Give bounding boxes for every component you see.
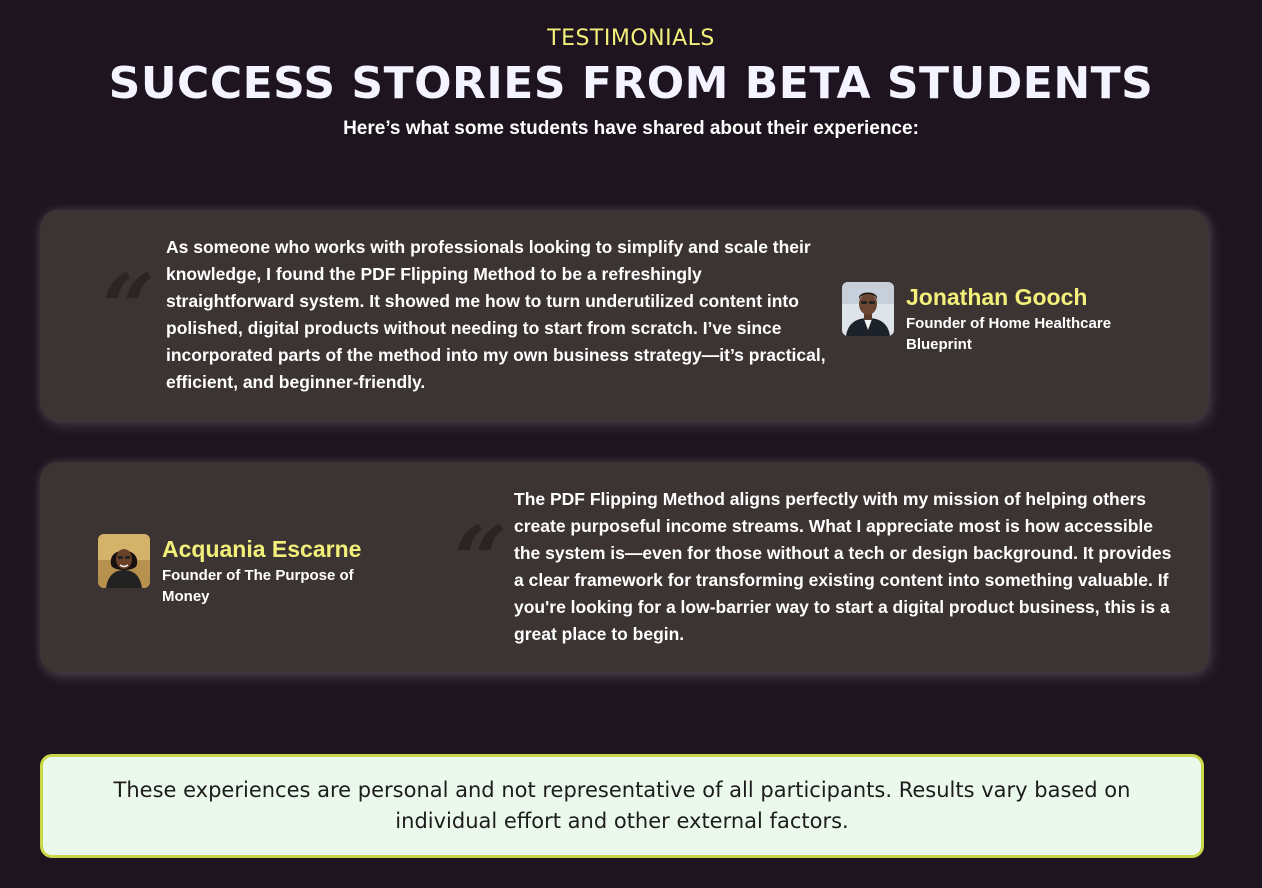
avatar bbox=[842, 282, 894, 336]
disclaimer-text: These experiences are personal and not representative of all participants. Results vary based on individual effort and other external factors. bbox=[113, 778, 1131, 833]
testimonial-card bbox=[40, 462, 1208, 672]
author-role: Founder of Home Healthcare Blueprint bbox=[906, 315, 1112, 353]
section-subtitle: Here’s what some students have shared about their experience: bbox=[343, 118, 919, 139]
quote-icon: “ bbox=[102, 254, 155, 362]
testimonial-quote: The PDF Flipping Method aligns perfectly with my mission of helping others create purposeful income streams. What I appreciate most is how accessible the system is—even for those without a tech or design background. It provides a clear framework for transforming existing content into something valuable. If you're looking for a low-barrier way to start a digital product business, this is a great place to begin. bbox=[514, 489, 1172, 644]
eyebrow-label: TESTIMONIALS bbox=[547, 26, 715, 51]
quote-icon: “ bbox=[454, 506, 507, 614]
avatar bbox=[98, 534, 150, 588]
author-name: Jonathan Gooch bbox=[906, 284, 1088, 310]
author-name: Acquania Escarne bbox=[162, 536, 362, 562]
testimonial-card bbox=[40, 210, 1208, 420]
disclaimer-box bbox=[40, 754, 1204, 858]
author-role: Founder of The Purpose of Money bbox=[162, 567, 354, 605]
section-title: SUCCESS STORIES FROM BETA STUDENTS bbox=[108, 58, 1154, 109]
testimonial-quote: As someone who works with professionals looking to simplify and scale their knowledge, I found the PDF Flipping Method to be a refreshingly straightforward system. It showed me how to turn underutilized content into polished, digital products without needing to start from scratch. I’ve since incorporated parts of the method into my own business strategy—it’s practical, efficient, and beginner-friendly. bbox=[166, 237, 826, 392]
